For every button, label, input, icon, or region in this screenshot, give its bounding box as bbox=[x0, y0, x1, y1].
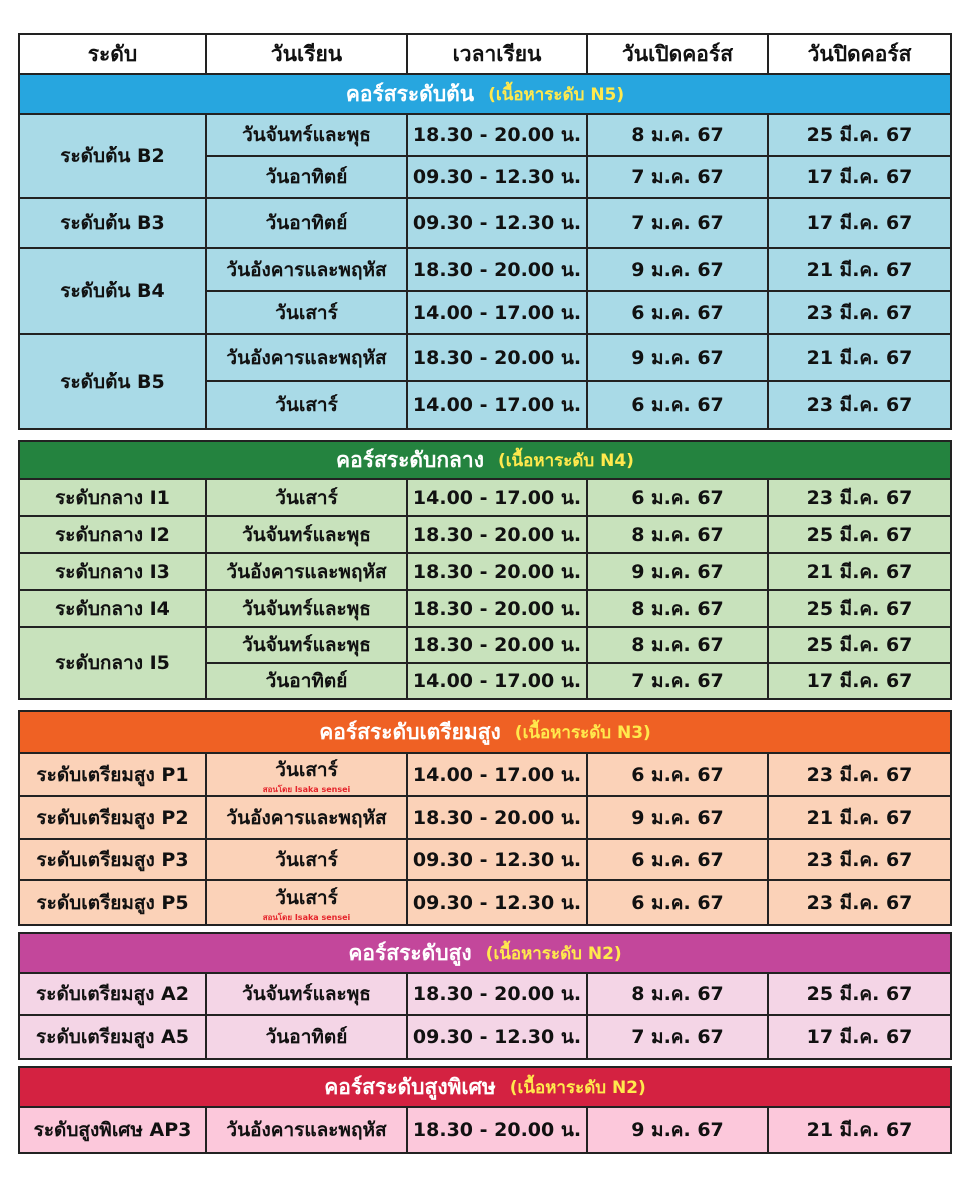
study-time-cell: 09.30 - 12.30 น. bbox=[406, 197, 588, 249]
study-day-cell bbox=[205, 838, 408, 881]
study-day-text: วันเสาร์ bbox=[275, 394, 338, 416]
study-day-cell bbox=[205, 113, 408, 157]
study-day-text: วันเสาร์ bbox=[275, 759, 338, 781]
close-date-cell: 21 มี.ค. 67 bbox=[767, 795, 952, 840]
close-date-cell: 23 มี.ค. 67 bbox=[767, 290, 952, 335]
study-day-text: วันอาทิตย์ bbox=[265, 212, 348, 234]
study-time-cell: 09.30 - 12.30 น. bbox=[406, 838, 588, 881]
section-banner bbox=[18, 1066, 952, 1108]
study-time-cell: 18.30 - 20.00 น. bbox=[406, 1106, 588, 1154]
close-date-cell: 23 มี.ค. 67 bbox=[767, 838, 952, 881]
close-date-cell: 23 มี.ค. 67 bbox=[767, 879, 952, 926]
open-date-cell: 9 ม.ค. 67 bbox=[586, 333, 769, 382]
open-date-cell: 9 ม.ค. 67 bbox=[586, 1106, 769, 1154]
study-time-cell: 14.00 - 17.00 น. bbox=[406, 380, 588, 430]
open-date-cell: 8 ม.ค. 67 bbox=[586, 626, 769, 664]
close-date-cell: 17 มี.ค. 67 bbox=[767, 1014, 952, 1060]
section-subtitle: (เนื้อหาระดับ N5) bbox=[488, 84, 625, 105]
level-name-cell: ระดับต้น B2 bbox=[18, 113, 207, 199]
section-banner bbox=[18, 932, 952, 974]
level-name-cell: ระดับต้น B3 bbox=[18, 197, 207, 249]
study-day-text: วันเสาร์ bbox=[275, 301, 338, 324]
study-day-cell bbox=[205, 552, 408, 591]
study-time-cell: 18.30 - 20.00 น. bbox=[406, 552, 588, 591]
open-date-cell: 6 ม.ค. 67 bbox=[586, 838, 769, 881]
study-time-cell: 18.30 - 20.00 น. bbox=[406, 972, 588, 1016]
study-day-text: วันจันทร์และพุธ bbox=[242, 124, 371, 146]
study-day-cell bbox=[205, 795, 408, 840]
study-time-cell: 18.30 - 20.00 น. bbox=[406, 795, 588, 840]
study-time-cell: 18.30 - 20.00 น. bbox=[406, 589, 588, 628]
close-date-cell: 23 มี.ค. 67 bbox=[767, 380, 952, 430]
study-time-cell: 18.30 - 20.00 น. bbox=[406, 515, 588, 554]
open-date-cell: 9 ม.ค. 67 bbox=[586, 795, 769, 840]
level-name-cell: ระดับกลาง I5 bbox=[18, 626, 207, 700]
study-day-text: วันอาทิตย์ bbox=[265, 1026, 348, 1048]
study-day-text: วันอังคารและพฤหัส bbox=[226, 346, 387, 369]
open-date-cell: 8 ม.ค. 67 bbox=[586, 113, 769, 157]
open-date-cell: 9 ม.ค. 67 bbox=[586, 247, 769, 292]
study-day-text: วันเสาร์ bbox=[275, 486, 338, 509]
close-date-cell: 21 มี.ค. 67 bbox=[767, 247, 952, 292]
study-day-cell bbox=[205, 290, 408, 335]
level-name-cell: ระดับเตรียมสูง A5 bbox=[18, 1014, 207, 1060]
study-day-cell bbox=[205, 1106, 408, 1154]
close-date-cell: 25 มี.ค. 67 bbox=[767, 972, 952, 1016]
study-time-cell: 09.30 - 12.30 น. bbox=[406, 155, 588, 199]
study-day-cell bbox=[205, 752, 408, 797]
level-name-cell: ระดับเตรียมสูง P2 bbox=[18, 795, 207, 840]
level-name-cell: ระดับสูงพิเศษ AP3 bbox=[18, 1106, 207, 1154]
study-time-cell: 18.30 - 20.00 น. bbox=[406, 626, 588, 664]
study-day-cell bbox=[205, 972, 408, 1016]
open-date-cell: 7 ม.ค. 67 bbox=[586, 197, 769, 249]
study-day-cell bbox=[205, 626, 408, 664]
close-date-cell: 17 มี.ค. 67 bbox=[767, 155, 952, 199]
study-day-text: วันเสาร์ bbox=[275, 848, 338, 871]
level-name-cell: ระดับกลาง I4 bbox=[18, 589, 207, 628]
level-name-cell: ระดับกลาง I2 bbox=[18, 515, 207, 554]
study-time-cell: 18.30 - 20.00 น. bbox=[406, 333, 588, 382]
close-date-cell: 25 มี.ค. 67 bbox=[767, 113, 952, 157]
close-date-cell: 23 มี.ค. 67 bbox=[767, 752, 952, 797]
study-day-cell bbox=[205, 515, 408, 554]
level-name-cell: ระดับเตรียมสูง P1 bbox=[18, 752, 207, 797]
section-title: คอร์สระดับสูงพิเศษ bbox=[324, 1074, 496, 1099]
open-date-cell: 9 ม.ค. 67 bbox=[586, 552, 769, 591]
close-date-cell: 25 มี.ค. 67 bbox=[767, 589, 952, 628]
section-title: คอร์สระดับเตรียมสูง bbox=[319, 719, 501, 744]
section-title: คอร์สระดับต้น bbox=[345, 81, 475, 106]
study-day-text: วันเสาร์ bbox=[275, 887, 338, 909]
study-day-text: วันอังคารและพฤหัส bbox=[226, 560, 387, 583]
study-day-text: วันจันทร์และพุธ bbox=[242, 634, 371, 656]
level-name-cell: ระดับกลาง I3 bbox=[18, 552, 207, 591]
study-day-cell bbox=[205, 333, 408, 382]
header-study-day: วันเรียน bbox=[205, 33, 408, 75]
section-title: คอร์สระดับสูง bbox=[348, 940, 472, 965]
study-time-cell: 18.30 - 20.00 น. bbox=[406, 247, 588, 292]
close-date-cell: 21 มี.ค. 67 bbox=[767, 1106, 952, 1154]
section-banner bbox=[18, 440, 952, 480]
study-time-cell: 18.30 - 20.00 น. bbox=[406, 113, 588, 157]
header-close-date: วันปิดคอร์ส bbox=[767, 33, 952, 75]
study-day-text: วันอังคารและพฤหัส bbox=[226, 258, 387, 281]
study-day-text: วันจันทร์และพุธ bbox=[242, 597, 371, 620]
study-day-cell bbox=[205, 155, 408, 199]
study-day-text: วันอาทิตย์ bbox=[265, 670, 348, 692]
open-date-cell: 8 ม.ค. 67 bbox=[586, 972, 769, 1016]
open-date-cell: 7 ม.ค. 67 bbox=[586, 1014, 769, 1060]
open-date-cell: 7 ม.ค. 67 bbox=[586, 155, 769, 199]
section-subtitle: (เนื้อหาระดับ N2) bbox=[509, 1077, 646, 1098]
header-study-time: เวลาเรียน bbox=[406, 33, 588, 75]
section-title: คอร์สระดับกลาง bbox=[336, 447, 484, 472]
study-day-cell bbox=[205, 478, 408, 517]
study-day-text: วันจันทร์และพุธ bbox=[242, 983, 371, 1005]
teacher-note: สอนโดย Isaka sensei bbox=[262, 913, 351, 922]
study-day-cell bbox=[205, 589, 408, 628]
study-day-cell bbox=[205, 1014, 408, 1060]
level-name-cell: ระดับเตรียมสูง P3 bbox=[18, 838, 207, 881]
header-open-date: วันเปิดคอร์ส bbox=[586, 33, 769, 75]
level-name-cell: ระดับเตรียมสูง P5 bbox=[18, 879, 207, 926]
section-banner bbox=[18, 710, 952, 754]
section-subtitle: (เนื้อหาระดับ N2) bbox=[485, 943, 622, 964]
open-date-cell: 6 ม.ค. 67 bbox=[586, 879, 769, 926]
level-name-cell: ระดับเตรียมสูง A2 bbox=[18, 972, 207, 1016]
study-day-text: วันอังคารและพฤหัส bbox=[226, 806, 387, 829]
study-day-cell bbox=[205, 662, 408, 700]
study-day-cell bbox=[205, 879, 408, 926]
section-banner bbox=[18, 73, 952, 115]
study-day-text: วันอังคารและพฤหัส bbox=[226, 1119, 387, 1141]
study-day-text: วันอาทิตย์ bbox=[265, 166, 348, 188]
close-date-cell: 21 มี.ค. 67 bbox=[767, 333, 952, 382]
study-day-text: วันจันทร์และพุธ bbox=[242, 523, 371, 546]
close-date-cell: 17 มี.ค. 67 bbox=[767, 197, 952, 249]
open-date-cell: 6 ม.ค. 67 bbox=[586, 290, 769, 335]
teacher-note: สอนโดย Isaka sensei bbox=[262, 785, 351, 794]
open-date-cell: 7 ม.ค. 67 bbox=[586, 662, 769, 700]
open-date-cell: 6 ม.ค. 67 bbox=[586, 478, 769, 517]
open-date-cell: 6 ม.ค. 67 bbox=[586, 380, 769, 430]
study-time-cell: 14.00 - 17.00 น. bbox=[406, 752, 588, 797]
close-date-cell: 25 มี.ค. 67 bbox=[767, 515, 952, 554]
close-date-cell: 21 มี.ค. 67 bbox=[767, 552, 952, 591]
study-time-cell: 14.00 - 17.00 น. bbox=[406, 662, 588, 700]
study-day-cell bbox=[205, 247, 408, 292]
study-day-cell bbox=[205, 197, 408, 249]
study-time-cell: 09.30 - 12.30 น. bbox=[406, 879, 588, 926]
level-name-cell: ระดับต้น B4 bbox=[18, 247, 207, 335]
study-day-cell bbox=[205, 380, 408, 430]
close-date-cell: 23 มี.ค. 67 bbox=[767, 478, 952, 517]
study-time-cell: 14.00 - 17.00 น. bbox=[406, 290, 588, 335]
close-date-cell: 25 มี.ค. 67 bbox=[767, 626, 952, 664]
open-date-cell: 6 ม.ค. 67 bbox=[586, 752, 769, 797]
level-name-cell: ระดับต้น B5 bbox=[18, 333, 207, 430]
section-subtitle: (เนื้อหาระดับ N3) bbox=[514, 722, 651, 743]
level-name-cell: ระดับกลาง I1 bbox=[18, 478, 207, 517]
header-level: ระดับ bbox=[18, 33, 207, 75]
close-date-cell: 17 มี.ค. 67 bbox=[767, 662, 952, 700]
study-time-cell: 14.00 - 17.00 น. bbox=[406, 478, 588, 517]
open-date-cell: 8 ม.ค. 67 bbox=[586, 515, 769, 554]
open-date-cell: 8 ม.ค. 67 bbox=[586, 589, 769, 628]
study-time-cell: 09.30 - 12.30 น. bbox=[406, 1014, 588, 1060]
section-subtitle: (เนื้อหาระดับ N4) bbox=[497, 450, 634, 471]
